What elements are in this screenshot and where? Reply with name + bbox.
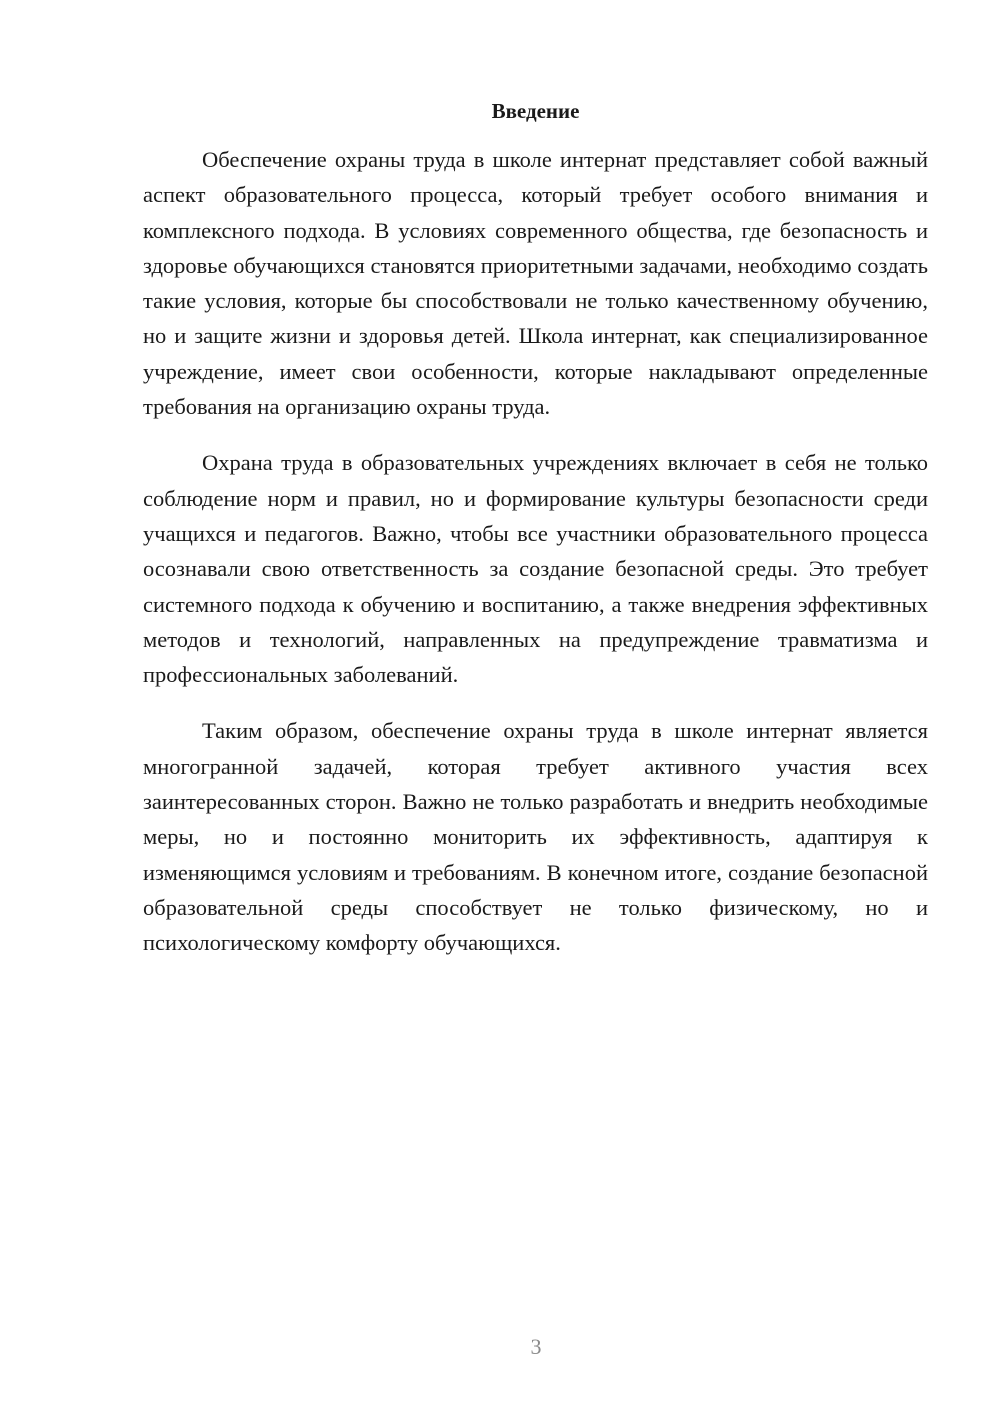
- page-title: Введение: [491, 99, 580, 123]
- paragraph-2: Охрана труда в образовательных учреждениях включает в себя не только соблюдение норм и правил, но и формирование культуры безопасности среди учащихся и педагогов. Важно, чтобы все участники образовательного процесса осознавали свою ответственность за создание безопасной среды. Это требует системного подхода к обучению и воспитанию, а также внедрения эффективных методов и технологий, направленных на предупреждение травматизма и профессиональных заболеваний.: [143, 450, 928, 688]
- paragraph-3: Таким образом, обеспечение охраны труда в школе интернат является многогранной задачей, которая требует активного участия всех заинтересованных сторон. Важно не только разработать и внедрить необходимые меры, но и постоянно мониторить их эффективность, адаптируя к изменяющимся условиям и требованиям. В конечном итоге, создание безопасной образовательной среды способствует не только физическому, но и психологическому комфорту обучающихся.: [143, 718, 928, 956]
- paragraph-1: Обеспечение охраны труда в школе интернат представляет собой важный аспект образовательного процесса, который требует особого внимания и комплексного подхода. В условиях современного общества, где безопасность и здоровье обучающихся становятся приоритетными задачами, необходимо создать такие условия, которые бы способствовали не только качественному обучению, но и защите жизни и здоровья детей. Школа интернат, как специализированное учреждение, имеет свои особенности, которые накладывают определенные требования на организацию охраны труда.: [143, 147, 928, 420]
- page-number: 3: [530, 1334, 542, 1359]
- body-text: [143, 142, 928, 982]
